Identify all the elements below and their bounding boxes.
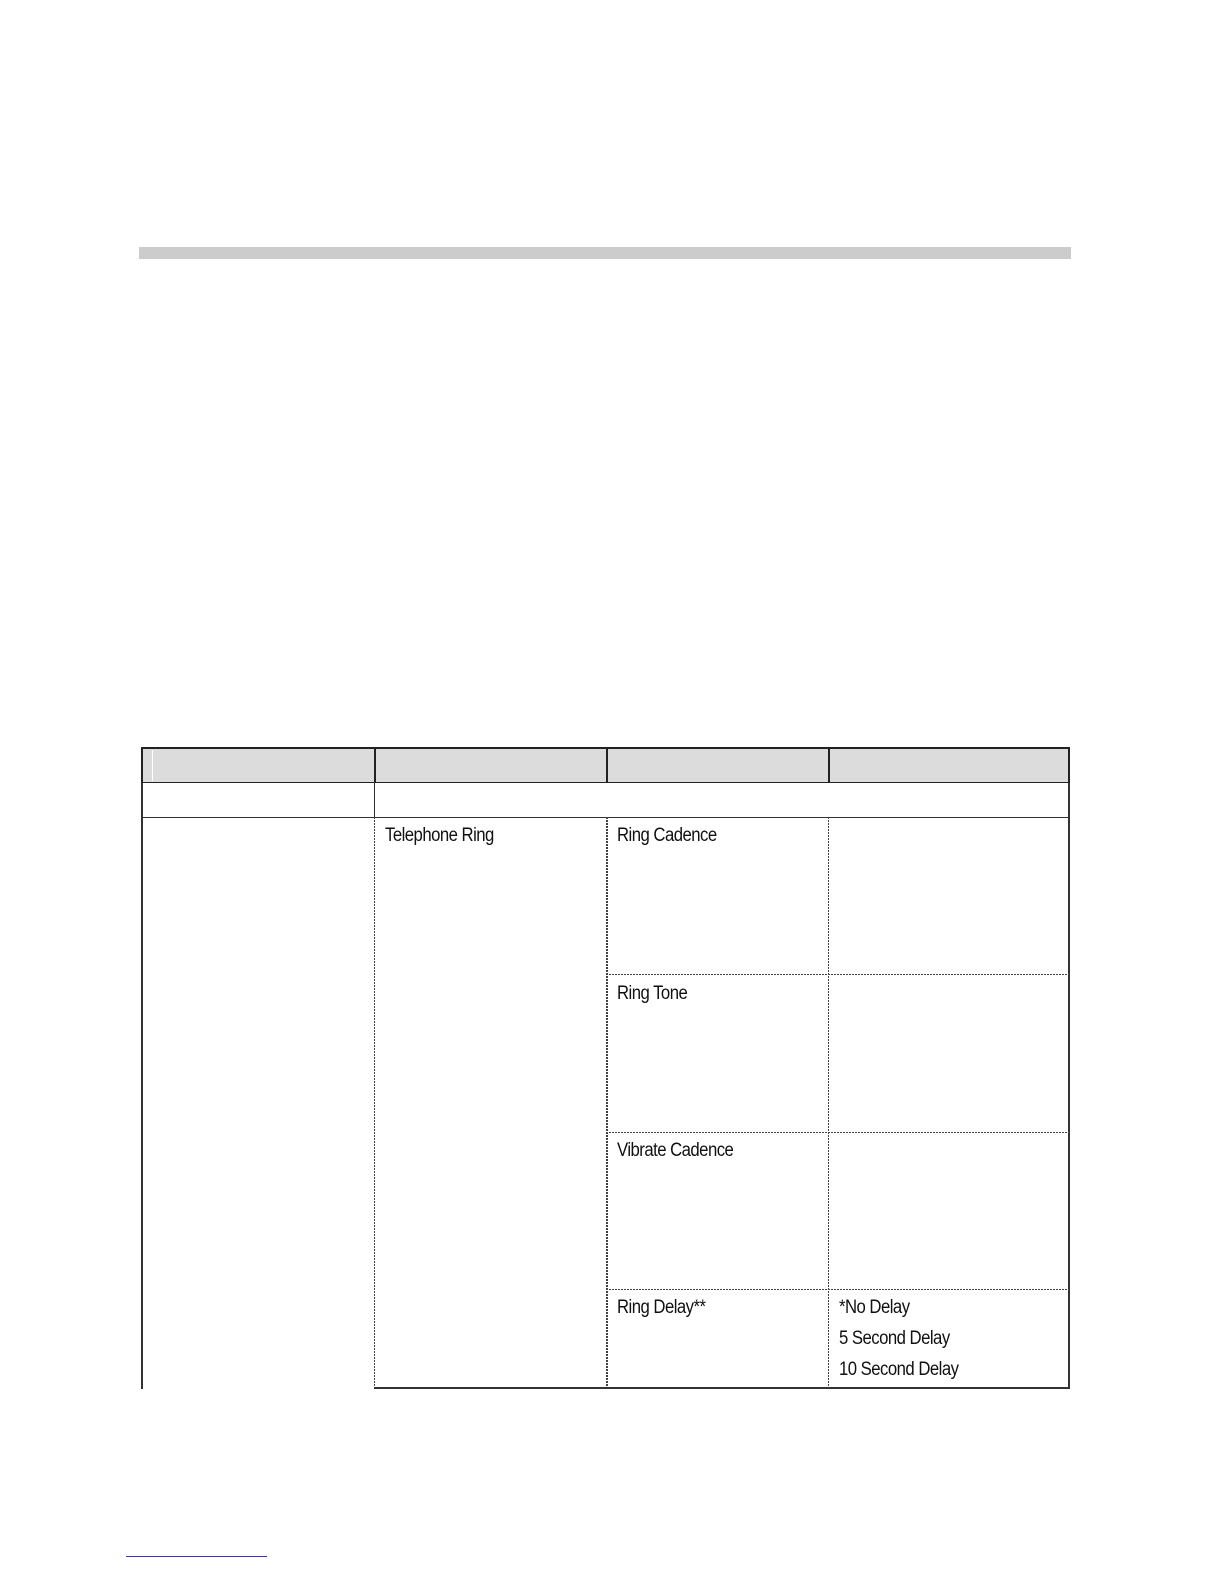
table-left-border bbox=[141, 783, 143, 1389]
setting-label-ring-delay: Ring Delay** bbox=[617, 1297, 706, 1318]
table-header-cell bbox=[828, 747, 1070, 783]
col-divider-3 bbox=[828, 817, 829, 1389]
setting-label-ring-cadence: Ring Cadence bbox=[617, 825, 717, 846]
col-divider-1 bbox=[374, 817, 375, 1389]
footer-link-underline[interactable] bbox=[126, 1556, 267, 1557]
option-5-second-delay: 5 Second Delay bbox=[839, 1328, 950, 1349]
setting-cell bbox=[617, 978, 822, 1009]
table-divider bbox=[374, 783, 375, 817]
option-no-delay: *No Delay bbox=[839, 1297, 910, 1318]
setting-row-divider bbox=[606, 1132, 1070, 1133]
setting-cell bbox=[617, 1135, 822, 1166]
setting-label-ring-tone: Ring Tone bbox=[617, 983, 688, 1004]
header-divider bbox=[152, 750, 153, 781]
feature-name: Telephone Ring bbox=[385, 825, 494, 846]
table-header-cell bbox=[374, 747, 606, 783]
col-divider-2 bbox=[606, 817, 608, 1389]
table-bottom-border bbox=[374, 1387, 1070, 1389]
feature-cell bbox=[385, 820, 600, 851]
settings-table bbox=[141, 747, 1070, 1389]
setting-cell bbox=[617, 1292, 822, 1323]
table-right-border bbox=[1068, 783, 1070, 1389]
setting-row-divider bbox=[606, 1289, 1070, 1290]
setting-cell bbox=[617, 820, 822, 851]
table-header-cell bbox=[606, 747, 828, 783]
table-header-cell bbox=[141, 747, 374, 783]
setting-row-divider bbox=[606, 974, 1070, 975]
setting-label-vibrate-cadence: Vibrate Cadence bbox=[617, 1140, 734, 1161]
section-rule-bar bbox=[139, 247, 1071, 259]
options-cell bbox=[839, 1292, 1064, 1385]
option-10-second-delay: 10 Second Delay bbox=[839, 1359, 959, 1380]
